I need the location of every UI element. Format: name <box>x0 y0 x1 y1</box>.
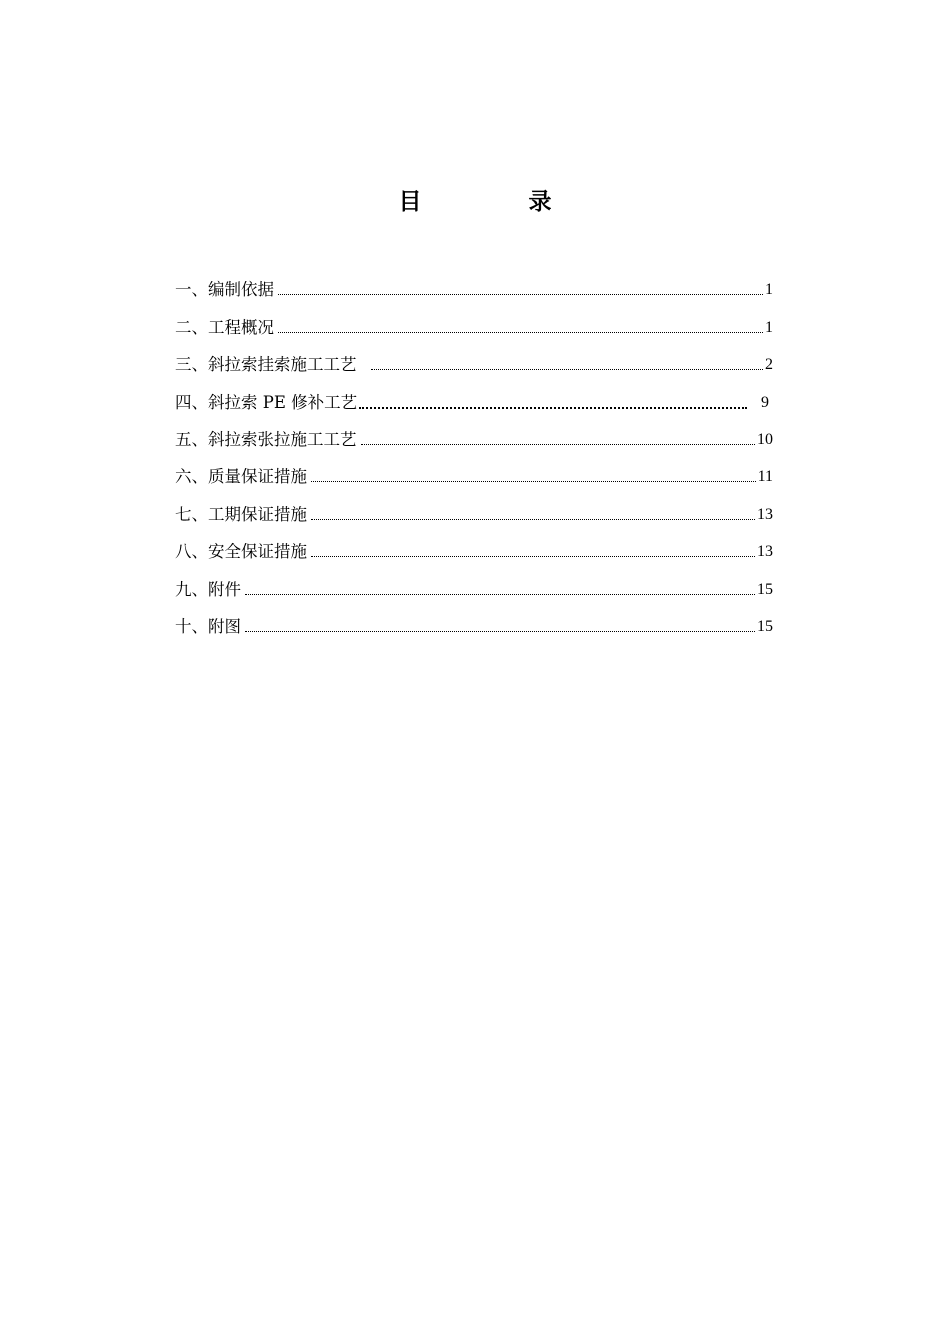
toc-dot-leader <box>371 368 764 370</box>
toc-entry-page: 15 <box>757 580 773 598</box>
toc-entry-label: 十、附图 <box>175 616 241 636</box>
toc-entry-page: 1 <box>765 281 773 299</box>
toc-dot-leader <box>359 406 747 409</box>
table-of-contents <box>175 268 773 642</box>
toc-entry-10[interactable] <box>175 605 773 642</box>
toc-entry-3[interactable] <box>175 343 773 380</box>
toc-dot-leader <box>245 593 755 595</box>
toc-dot-leader <box>311 555 755 557</box>
toc-dot-leader <box>278 331 763 333</box>
toc-entry-page: 15 <box>757 617 773 635</box>
toc-entry-7[interactable] <box>175 492 773 529</box>
toc-entry-label: 四、斜拉索 PE 修补工艺 <box>175 392 358 412</box>
toc-entry-label: 一、编制依据 <box>175 280 274 300</box>
toc-dot-leader <box>245 630 755 632</box>
toc-entry-page: 11 <box>757 468 773 486</box>
toc-entry-page: 1 <box>765 318 773 336</box>
toc-entry-page: 13 <box>757 505 773 523</box>
toc-entry-1[interactable] <box>175 268 773 305</box>
toc-entry-page: 13 <box>757 543 773 561</box>
toc-dot-leader <box>361 443 756 445</box>
toc-dot-leader <box>278 293 763 295</box>
toc-entry-label: 七、工期保证措施 <box>175 504 307 524</box>
toc-entry-9[interactable] <box>175 567 773 604</box>
toc-dot-leader <box>311 480 756 482</box>
toc-entry-4[interactable] <box>175 380 773 417</box>
toc-entry-label: 五、斜拉索张拉施工工艺 <box>175 429 357 449</box>
toc-entry-page: 9 <box>761 393 769 411</box>
toc-entry-6[interactable] <box>175 455 773 492</box>
toc-entry-page: 2 <box>765 356 773 374</box>
toc-entry-label: 九、附件 <box>175 579 241 599</box>
toc-entry-5[interactable] <box>175 418 773 455</box>
toc-entry-label: 六、质量保证措施 <box>175 467 307 487</box>
toc-entry-label: 二、工程概况 <box>175 317 274 337</box>
toc-entry-label: 三、斜拉索挂索施工工艺 <box>175 355 357 375</box>
toc-entry-8[interactable] <box>175 530 773 567</box>
page-title: 目 录 <box>398 189 594 215</box>
toc-entry-label: 八、安全保证措施 <box>175 542 307 562</box>
toc-entry-2[interactable] <box>175 305 773 342</box>
toc-entry-page: 10 <box>757 430 773 448</box>
toc-dot-leader <box>311 518 755 520</box>
